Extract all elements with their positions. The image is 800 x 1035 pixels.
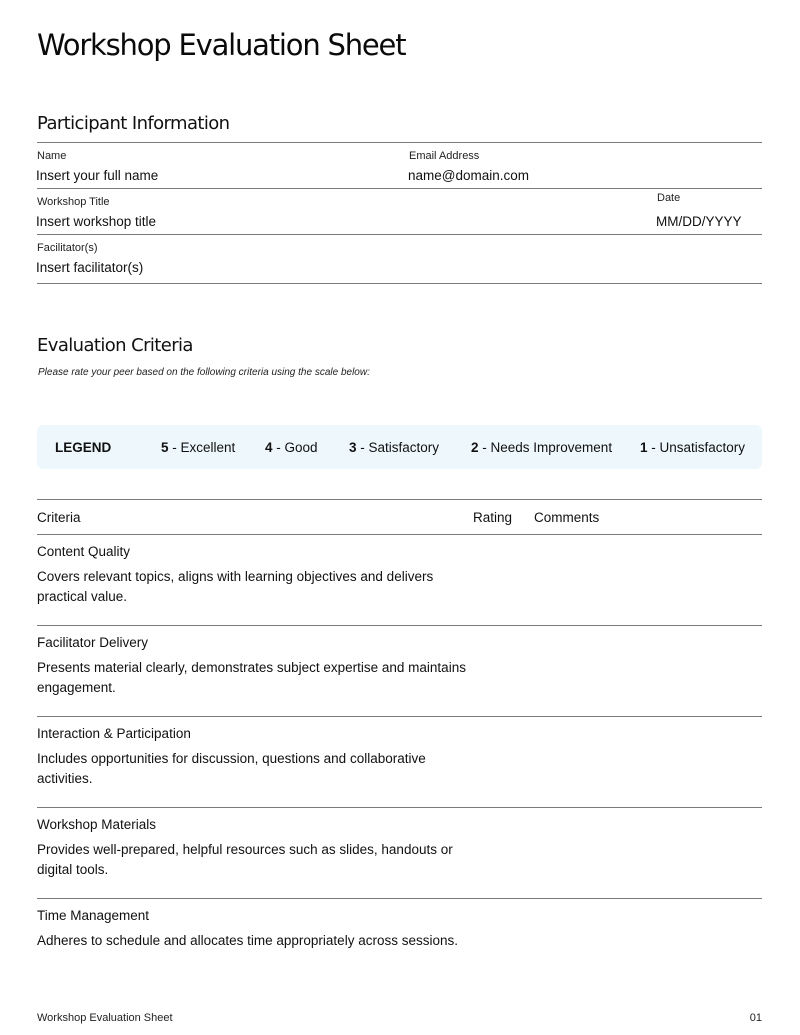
divider <box>37 625 762 626</box>
column-header-criteria: Criteria <box>37 510 81 525</box>
email-label: Email Address <box>409 150 480 162</box>
divider <box>37 898 762 899</box>
page-number: 01 <box>749 1012 762 1024</box>
table-row <box>37 908 497 951</box>
rating-cell[interactable] <box>473 544 523 619</box>
criteria-description: Includes opportunities for discussion, questions and collaborative activities. <box>37 751 426 786</box>
divider <box>37 283 762 284</box>
rating-cell[interactable] <box>473 635 523 710</box>
date-label: Date <box>657 192 681 204</box>
table-row <box>37 817 467 880</box>
workshop-title-field[interactable]: Insert workshop title <box>36 214 157 229</box>
divider <box>37 716 762 717</box>
comments-cell[interactable] <box>534 726 762 801</box>
rating-cell[interactable] <box>473 908 523 968</box>
column-header-comments: Comments <box>534 510 600 525</box>
criteria-description: Presents material clearly, demonstrates subject expertise and maintains engagement. <box>37 660 466 695</box>
facilitators-label: Facilitator(s) <box>37 242 98 254</box>
facilitators-field[interactable]: Insert facilitator(s) <box>36 260 144 275</box>
rating-cell[interactable] <box>473 726 523 801</box>
workshop-title-label: Workshop Title <box>37 196 110 208</box>
email-field[interactable]: name@domain.com <box>408 168 530 183</box>
footer-title: Workshop Evaluation Sheet <box>37 1012 173 1024</box>
legend-item-2: 2 - Needs Improvement <box>471 440 613 455</box>
divider <box>37 188 762 189</box>
table-row <box>37 635 467 698</box>
name-field[interactable]: Insert your full name <box>36 168 159 183</box>
criteria-description: Covers relevant topics, aligns with learning objectives and delivers practical value. <box>37 569 434 604</box>
divider <box>37 234 762 235</box>
criteria-description: Provides well-prepared, helpful resources such as slides, handouts or digital tools. <box>37 842 453 877</box>
criteria-name: Time Management <box>37 908 150 923</box>
date-field[interactable]: MM/DD/YYYY <box>656 214 742 229</box>
table-row <box>37 544 467 607</box>
divider <box>37 807 762 808</box>
criteria-name: Workshop Materials <box>37 817 157 832</box>
comments-cell[interactable] <box>534 635 762 710</box>
table-top-divider <box>37 499 762 500</box>
criteria-name: Facilitator Delivery <box>37 635 149 650</box>
criteria-description: Adheres to schedule and allocates time appropriately across sessions. <box>37 933 458 948</box>
evaluation-section-heading: Evaluation Criteria <box>37 335 193 356</box>
table-header-divider <box>37 534 762 535</box>
name-label: Name <box>37 150 67 162</box>
divider <box>37 142 762 143</box>
criteria-name: Content Quality <box>37 544 131 559</box>
rating-cell[interactable] <box>473 817 523 892</box>
table-row <box>37 726 467 789</box>
participant-section-heading: Participant Information <box>37 113 230 134</box>
legend-title: LEGEND <box>55 440 112 455</box>
rating-legend <box>37 425 762 469</box>
legend-item-1: 1 - Unsatisfactory <box>640 440 746 455</box>
legend-item-3: 3 - Satisfactory <box>349 440 440 455</box>
legend-item-5: 5 - Excellent <box>161 440 236 455</box>
comments-cell[interactable] <box>534 817 762 892</box>
criteria-name: Interaction & Participation <box>37 726 191 741</box>
instruction-text: Please rate your peer based on the following criteria using the scale below: <box>38 367 370 378</box>
comments-cell[interactable] <box>534 908 762 968</box>
page-title: Workshop Evaluation Sheet <box>37 28 406 62</box>
legend-item-4: 4 - Good <box>265 440 318 455</box>
comments-cell[interactable] <box>534 544 762 619</box>
column-header-rating: Rating <box>473 510 513 525</box>
